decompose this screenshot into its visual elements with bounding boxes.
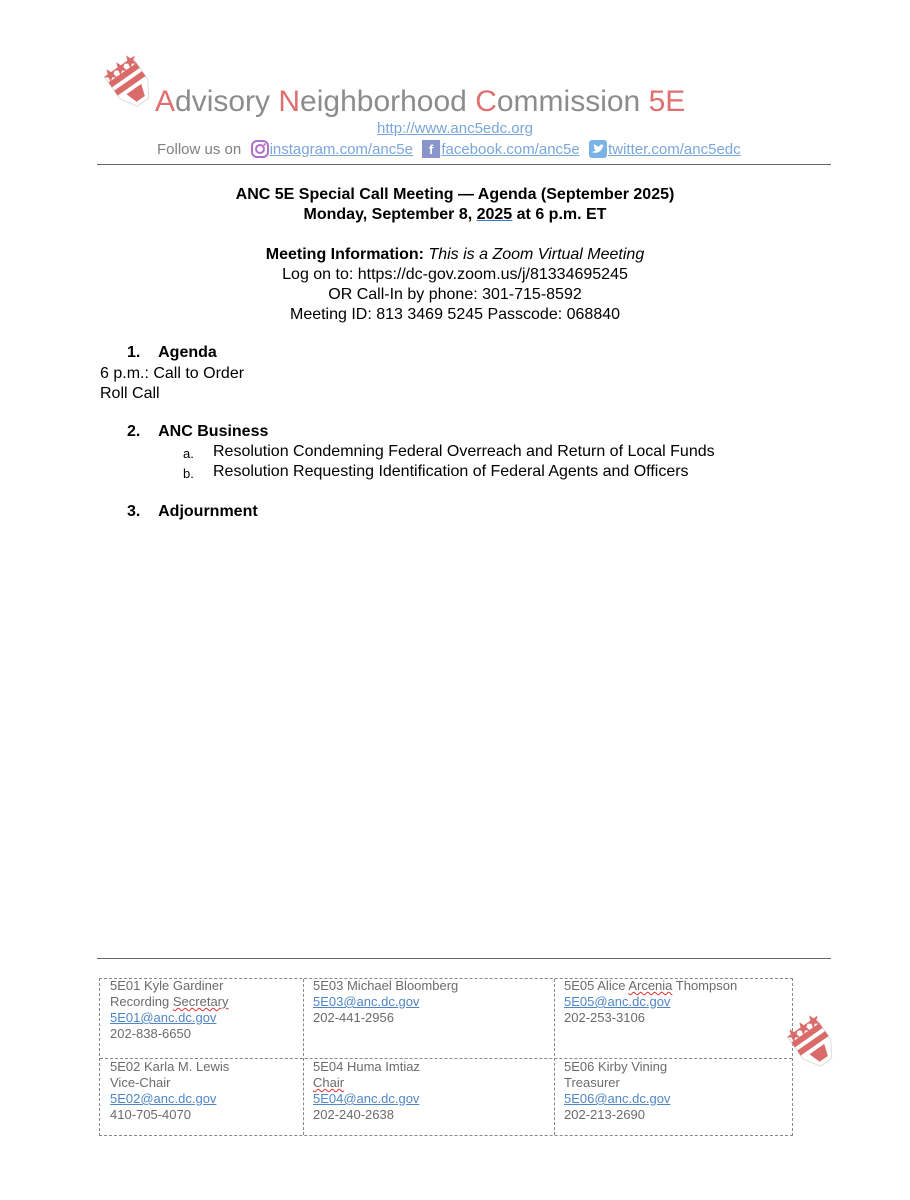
commissioner-cell (100, 978, 303, 1042)
section-business-heading (127, 423, 268, 441)
twitter-icon[interactable] (588, 139, 608, 159)
meeting-date-suffix: at 6 p.m. ET (512, 206, 607, 223)
zoom-link[interactable]: Log on to: https://dc-gov.zoom.us/j/81334695245 (282, 266, 628, 283)
item-letter: b. (183, 466, 194, 481)
commissioner-role: Treasurer (564, 1075, 620, 1090)
commissioner-email[interactable]: 5E05@anc.dc.gov (564, 994, 671, 1009)
item-text: Resolution Condemning Federal Overreach and Return of Local Funds (213, 443, 715, 460)
title-text: dvisory (175, 85, 279, 118)
instagram-icon[interactable] (250, 139, 270, 159)
follow-label: Follow us on (157, 140, 242, 158)
call-in-phone: OR Call-In by phone: 301-715-8592 (328, 286, 582, 303)
commissioner-name: 5E02 Karla M. Lewis (110, 1059, 230, 1074)
section-number: 3. (127, 503, 141, 520)
section-title: Adjournment (158, 503, 258, 520)
meeting-info-label: Meeting Information: (265, 246, 424, 263)
commissioner-table (99, 978, 793, 1136)
commissioner-email[interactable]: 5E02@anc.dc.gov (110, 1091, 217, 1106)
meeting-info-value: This is a Zoom Virtual Meeting (428, 246, 645, 263)
meeting-id: Meeting ID: 813 3469 5245 Passcode: 068840 (289, 306, 621, 323)
section-agenda-heading (127, 344, 217, 362)
commissioner-phone: 202-253-3106 (564, 1010, 645, 1025)
commissioner-email[interactable]: 5E01@anc.dc.gov (110, 1010, 217, 1025)
footer-divider (97, 958, 831, 959)
business-item (183, 463, 689, 481)
agenda-item: Roll Call (100, 385, 160, 402)
commissioner-name: 5E03 Michael Bloomberg (313, 978, 459, 993)
business-item (183, 443, 715, 461)
role-text: Chair (313, 1075, 345, 1090)
section-number: 1. (127, 344, 141, 361)
item-text: Resolution Requesting Identification of Federal Agents and Officers (213, 463, 689, 480)
role-misspell-word: Secretary (172, 994, 229, 1009)
commissioner-cell (303, 978, 554, 1026)
commissioner-phone: 202-240-2638 (313, 1107, 394, 1122)
commissioner-name: 5E04 Huma Imtiaz (313, 1059, 420, 1074)
website-link[interactable]: http://www.anc5edc.org (377, 120, 533, 137)
commissioner-cell (100, 1059, 303, 1123)
meeting-info (0, 246, 910, 264)
dc-flag-map-logo-icon (100, 50, 162, 120)
title-initial: C (475, 85, 497, 118)
commissioner-cell (554, 1059, 792, 1123)
twitter-link[interactable]: twitter.com/anc5edc (608, 140, 741, 158)
commissioner-phone: 202-441-2956 (313, 1010, 394, 1025)
commissioner-phone: 410-705-4070 (110, 1107, 191, 1122)
commissioner-email[interactable]: 5E04@anc.dc.gov (313, 1091, 420, 1106)
meeting-date (0, 206, 910, 224)
item-letter: a. (183, 446, 194, 461)
commissioner-role: Recording Secretary (110, 994, 229, 1009)
commissioner-name: 5E01 Kyle Gardiner (110, 978, 224, 993)
commissioner-cell (554, 978, 792, 1026)
meeting-date-prefix: Monday, September 8, (303, 206, 477, 223)
header-divider (97, 164, 831, 165)
section-number: 2. (127, 423, 141, 440)
section-title: Agenda (158, 344, 217, 361)
social-links (157, 138, 741, 160)
commissioner-phone: 202-213-2690 (564, 1107, 645, 1122)
agenda-item: 6 p.m.: Call to Order (100, 365, 245, 382)
facebook-icon[interactable] (421, 139, 441, 159)
section-title: ANC Business (158, 423, 269, 440)
title-initial: A (155, 85, 176, 118)
commissioner-email[interactable]: 5E06@anc.dc.gov (564, 1091, 671, 1106)
commissioner-role: Vice-Chair (110, 1075, 171, 1090)
title-text: eighborhood (300, 85, 476, 118)
meeting-date-year: 2025 (476, 206, 513, 223)
commissioner-name: 5E05 Alice Arcenia Thompson (564, 978, 738, 993)
instagram-link[interactable]: instagram.com/anc5e (269, 140, 413, 158)
facebook-link[interactable]: facebook.com/anc5e (441, 140, 580, 158)
title-initial: N (278, 85, 301, 118)
commissioner-cell (303, 1059, 554, 1123)
commissioner-email[interactable]: 5E03@anc.dc.gov (313, 994, 420, 1009)
dc-flag-map-footer-icon (784, 1010, 844, 1080)
commission-title (155, 84, 685, 120)
commissioner-phone: 202-838-6650 (110, 1026, 191, 1041)
commissioner-name: 5E06 Kirby Vining (564, 1059, 668, 1074)
title-text: ommission (496, 85, 649, 118)
name-misspell-word: Arcenia (628, 978, 673, 993)
section-adjournment-heading (127, 503, 258, 521)
title-initial: 5E (648, 85, 686, 118)
meeting-title: ANC 5E Special Call Meeting — Agenda (September 2025) (235, 186, 675, 203)
svg-text:f: f (429, 142, 434, 157)
commissioner-role (313, 1075, 544, 1091)
